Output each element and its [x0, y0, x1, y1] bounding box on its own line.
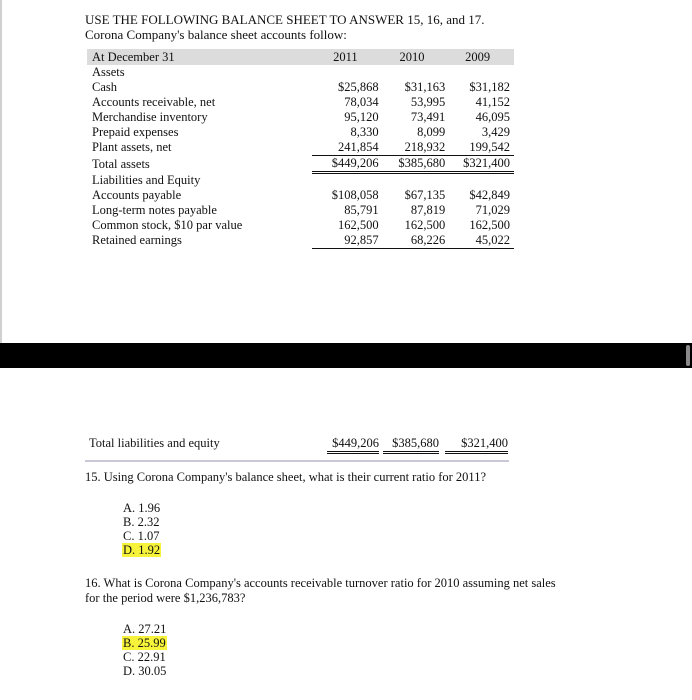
table-row — [87, 95, 514, 110]
balance-sheet-panel — [0, 0, 692, 343]
value-2009: $321,400 — [445, 156, 514, 173]
option-d-highlighted[interactable]: D. 1.92 — [123, 543, 161, 557]
row-label: Retained earnings — [92, 232, 182, 247]
value-2009: 41,152 — [475, 95, 510, 109]
value-2010: 162,500 — [404, 217, 446, 232]
value-2011: $25,868 — [338, 80, 379, 94]
table-row — [87, 140, 514, 156]
value-2009: 199,542 — [445, 140, 514, 156]
value-2009: 71,029 — [475, 202, 510, 217]
table-row — [87, 188, 514, 203]
row-label: Accounts payable — [92, 187, 182, 202]
value-2009: $42,849 — [469, 187, 510, 202]
option-c[interactable]: C. 22.91 — [123, 650, 166, 664]
value-2009: $321,400 — [445, 436, 508, 454]
row-label: Common stock, $10 par value — [92, 217, 243, 232]
value-2009: $31,182 — [469, 80, 510, 94]
value-2009: 3,429 — [481, 125, 510, 139]
value-2011: 78,034 — [344, 95, 379, 109]
table-header-row — [87, 49, 514, 65]
value-2011: 95,120 — [344, 110, 379, 124]
question-15-options — [122, 501, 161, 557]
balance-sheet-table — [87, 49, 514, 249]
option-b[interactable]: B. 2.32 — [123, 515, 160, 529]
value-2010: 87,819 — [410, 202, 446, 217]
option-a[interactable]: A. 1.96 — [123, 501, 161, 515]
question-16-text — [85, 576, 556, 606]
total-assets-row — [87, 156, 514, 173]
row-label: Prepaid expenses — [92, 125, 179, 139]
value-2011: 92,857 — [312, 233, 379, 249]
image-divider-bar — [0, 343, 692, 368]
value-2010: $385,680 — [383, 436, 439, 454]
value-2011: $449,206 — [312, 156, 379, 173]
value-2010: $67,135 — [404, 187, 446, 202]
liabilities-heading: Liabilities and Equity — [92, 172, 201, 187]
value-2010: 53,995 — [410, 95, 446, 109]
table-row — [87, 218, 514, 233]
row-label: Total assets — [92, 156, 150, 171]
value-2011: 8,330 — [350, 125, 379, 139]
row-label: Long-term notes payable — [92, 202, 217, 217]
value-2010: 8,099 — [417, 125, 446, 139]
value-2009: 45,022 — [445, 233, 514, 249]
date-header: At December 31 — [87, 49, 312, 65]
option-a[interactable]: A. 27.21 — [123, 622, 167, 636]
value-2011: $108,058 — [331, 187, 379, 202]
section-divider — [85, 460, 509, 462]
year-2011-header: 2011 — [312, 49, 379, 65]
instructions-heading: USE THE FOLLOWING BALANCE SHEET TO ANSWER 15, 16, and 17. — [85, 12, 485, 27]
row-label: Total liabilities and equity — [89, 436, 220, 450]
row-label: Plant assets, net — [92, 140, 172, 155]
year-2009-header: 2009 — [445, 49, 514, 65]
value-2011: 85,791 — [344, 202, 379, 217]
table-row — [87, 203, 514, 218]
value-2010: 73,491 — [410, 110, 446, 124]
question-16-options — [122, 622, 167, 678]
row-label: Merchandise inventory — [92, 110, 208, 124]
option-d[interactable]: D. 30.05 — [123, 664, 167, 678]
row-label: Accounts receivable, net — [92, 95, 216, 109]
table-row — [87, 233, 514, 249]
value-2010: 218,932 — [379, 140, 446, 156]
section-heading-row — [87, 65, 514, 80]
question-16-line-1: 16. What is Corona Company's accounts receivable turnover ratio for 2010 assuming net sales — [85, 576, 556, 590]
value-2011: 162,500 — [338, 217, 379, 232]
scrollbar-thumb[interactable] — [686, 345, 690, 366]
table-row — [87, 80, 514, 95]
table-row — [87, 125, 514, 140]
value-2010: $385,680 — [379, 156, 446, 173]
value-2010: $31,163 — [404, 80, 446, 94]
instructions-subheading: Corona Company's balance sheet accounts follow: — [85, 27, 347, 42]
value-2010: 68,226 — [379, 233, 446, 249]
total-liabilities-equity-row — [89, 436, 513, 451]
questions-panel — [0, 368, 692, 700]
option-b-highlighted[interactable]: B. 25.99 — [123, 636, 166, 650]
option-c[interactable]: C. 1.07 — [123, 529, 160, 543]
value-2009: 162,500 — [469, 217, 510, 232]
table-row — [87, 110, 514, 125]
question-16-line-2: for the period were $1,236,783? — [85, 591, 246, 605]
value-2011: 241,854 — [312, 140, 379, 156]
assets-heading: Assets — [92, 65, 125, 79]
question-15-text: 15. Using Corona Company's balance sheet, what is their current ratio for 2011? — [85, 470, 486, 484]
year-2010-header: 2010 — [379, 49, 446, 65]
section-heading-row — [87, 173, 514, 188]
row-label: Cash — [92, 80, 117, 94]
value-2009: 46,095 — [475, 110, 510, 124]
value-2011: $449,206 — [327, 436, 379, 454]
